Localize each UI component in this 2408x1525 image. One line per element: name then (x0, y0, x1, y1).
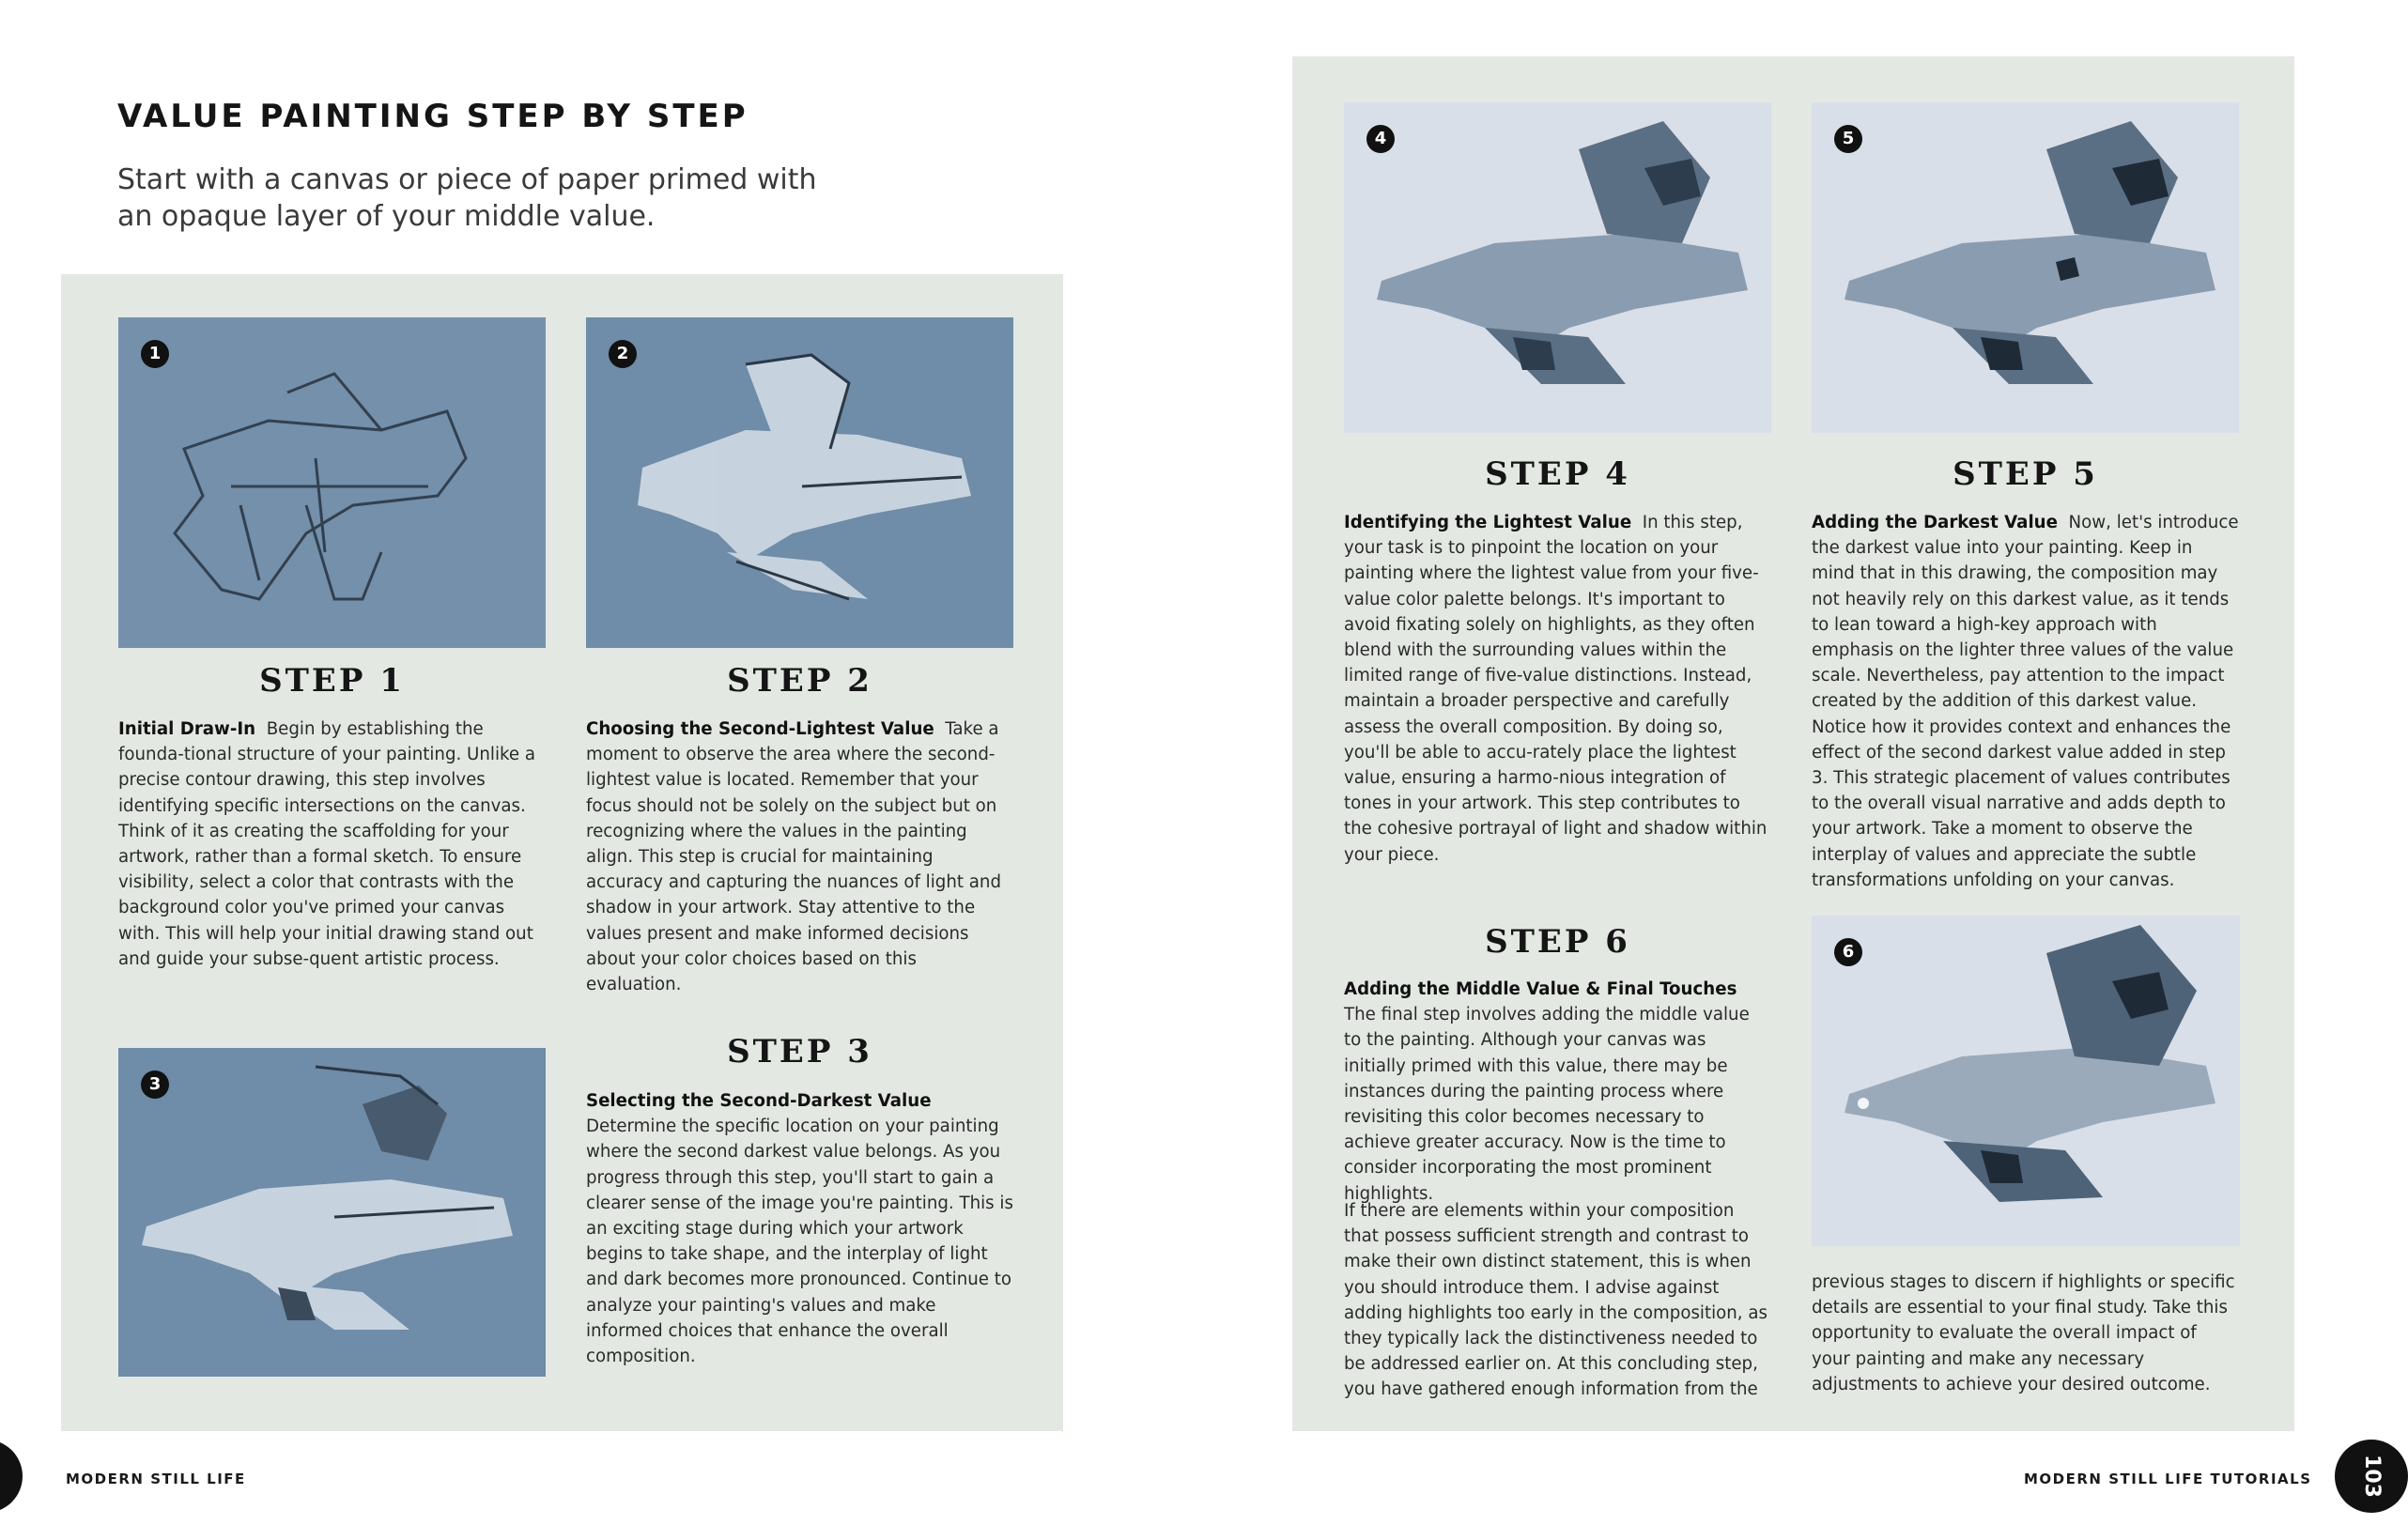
step-3-lead: Selecting the Second-Darkest Value (586, 1091, 932, 1111)
intro-text: Start with a canvas or piece of paper primed with an opaque layer of your middle value. (117, 163, 817, 233)
page-number-left-text (0, 1455, 23, 1498)
step-6-text-final: previous stages to discern if highlights or specific details are essential to your final study. Take this opportunity to evaluate the overall impact of your painting and make any necessary adjustments to achieve your desired outcome. (1812, 1272, 2235, 1394)
step-4-lead: Identifying the Lightest Value (1344, 513, 1632, 532)
step-5-body: Now, let's introduce the darkest value into your painting. Keep in mind that in this drawing, the composition may not heavily rely on this darkest value, as it tends to lean toward a high-key approach with emphasis on the lighter three values of the value scale. Nevertheless, pay attention to the impact created by the addition of this darkest value. Notice how it provides context and enhances the effect of the second darkest value added in step 3. This strategic placement of values contributes to the overall visual narrative and adds depth to your artwork. Take a moment to observe the interplay of values and appreciate the subtle transformations unfolding on your canvas. (1812, 513, 2239, 890)
step-3-text (586, 1088, 1013, 1369)
step-5-image (1812, 102, 2239, 433)
step-2-lead: Choosing the Second-Lightest Value (586, 719, 934, 739)
step-4-badge: 4 (1366, 125, 1395, 153)
step-6-body: The final step involves adding the middle value to the painting. Although your canvas was initially primed with this value, there may be instances during the painting process where revisiting this color becomes necessary to achieve greater accuracy. Now is the time to consider incorporating the most prominent highlights. (1344, 1005, 1750, 1204)
step-4-text (1344, 510, 1771, 868)
step-4-image (1344, 102, 1771, 433)
step-3-heading: STEP 3 (727, 1033, 872, 1071)
step-1-badge: 1 (141, 340, 169, 368)
step-1-body: Begin by establishing the founda-tional structure of your painting. Unlike a precise contour drawing, this step involves identifying specific intersections on the canvas. Think of it as creating the scaffolding for your artwork, rather than a formal sketch. To ensure visibility, select a color that contrasts with the background color you've primed your canvas with. This will help your initial drawing stand out and guide your subse-quent artistic process. (118, 719, 535, 969)
step-6-badge: 6 (1834, 938, 1862, 966)
step-2-text (586, 716, 1013, 997)
step-2-body: Take a moment to observe the area where the second-lightest value is located. Remember that your focus should not be solely on the subject but on recognizing where the values in the painting align. This step is crucial for maintaining accuracy and capturing the nuances of light and shadow in your artwork. Stay attentive to the values present and make informed decisions about your color choices based on this evaluation. (586, 719, 1001, 995)
step-3-body: Determine the specific location on your painting where the second darkest value belongs. As you progress through this step, you'll start to gain a clearer sense of the image you're painting. This is an exciting stage during which your artwork begins to take shape, and the interplay of light and dark becomes more pronounced. Continue to analyze your painting's values and make informed choices that enhance the overall composition. (586, 1117, 1013, 1367)
step-1-text (118, 716, 546, 972)
step-6-text-continued: If there are elements within your composition that possess sufficient strength and contrast to make their own distinct statement, this is when you should introduce them. I advise against adding highlights too early in the composition, as they typically lack the distinctiveness needed to be addressed earlier on. At this concluding step, you have gathered enough information from the (1344, 1201, 1767, 1400)
footer-right-label: MODERN STILL LIFE TUTORIALS (2024, 1471, 2312, 1487)
step-1-heading: STEP 1 (259, 662, 405, 700)
step-6-lead: Adding the Middle Value & Final Touches (1344, 979, 1737, 999)
step-6-heading: STEP 6 (1485, 923, 1630, 961)
step-5-text (1812, 510, 2239, 893)
step-6-text (1344, 977, 1771, 1207)
step-5-badge: 5 (1834, 125, 1862, 153)
step-4-heading: STEP 4 (1485, 455, 1630, 493)
step-5-lead: Adding the Darkest Value (1812, 513, 2058, 532)
step-6-image (1812, 916, 2240, 1246)
page-number-right (2335, 1440, 2408, 1513)
step-4-body: In this step, your task is to pinpoint the location on your painting where the lightest value from your five-value color palette belongs. It's important to avoid fixating solely on highlights, as they often blend with the surrounding values within the limited range of five-value distinctions. Instead, maintain a broader perspective and carefully assess the overall composition. By doing so, you'll be able to accu-rately place the lightest value, ensuring a harmo-nious integration of tones in your artwork. This step contributes to the cohesive portrayal of light and shadow within your piece. (1344, 513, 1767, 865)
step-1-image (118, 317, 546, 648)
step-3-image (118, 1048, 546, 1377)
step-2-badge: 2 (609, 340, 637, 368)
step-3-badge: 3 (141, 1071, 169, 1099)
step-1-lead: Initial Draw-In (118, 719, 256, 739)
step-2-heading: STEP 2 (727, 662, 872, 700)
page-number-left (0, 1440, 23, 1513)
page-title: VALUE PAINTING STEP BY STEP (117, 98, 749, 135)
step-5-heading: STEP 5 (1953, 455, 2098, 493)
page-number-right-text: 103 (2360, 1455, 2384, 1498)
step-2-image (586, 317, 1013, 648)
footer-left-label: MODERN STILL LIFE (66, 1471, 246, 1487)
